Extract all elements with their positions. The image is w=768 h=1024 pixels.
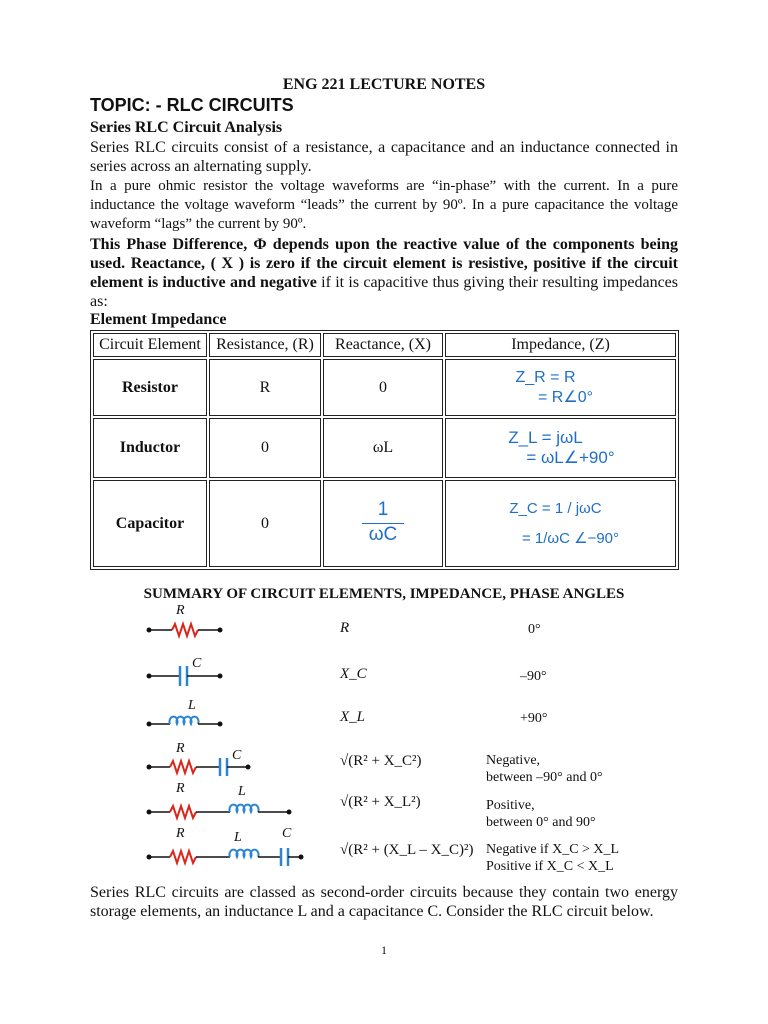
page-number: 1 — [381, 943, 387, 957]
symbol-label: R — [176, 826, 185, 841]
summary-impedance: √(R² + X_C²) — [340, 753, 422, 769]
cell-impedance — [445, 480, 676, 567]
resistor-symbol — [146, 620, 226, 640]
topic-heading: TOPIC: - RLC CIRCUITS — [90, 95, 294, 115]
summary-angle — [486, 752, 603, 786]
cell-reactance: ωL — [323, 418, 443, 478]
summary-angle: –90° — [520, 669, 547, 684]
angle-line: Positive if X_C < X_L — [486, 859, 614, 874]
symbol-label: L — [188, 698, 196, 713]
cell-reactance: 0 — [323, 359, 443, 416]
paragraph-phase: In a pure ohmic resistor the voltage waveforms are “in-phase” with the current. In a pure inductance the voltage waveform “leads” the current by 90º. In a pure capacitance the voltage waveform “lags” the current by 90º. — [90, 178, 678, 232]
cell-resistance: 0 — [209, 418, 321, 478]
paragraph-second-order: Series RLC circuits are classed as second-order circuits because they contain two energy storage elements, an inductance L and a capacitance C. Consider the RLC circuit below. — [90, 884, 678, 920]
rc-circuit-symbol — [146, 756, 256, 778]
angle-line: between –90° and 0° — [486, 770, 603, 785]
cell-impedance — [445, 418, 676, 478]
angle-line: between 0° and 90° — [486, 815, 596, 830]
document-title: ENG 221 LECTURE NOTES — [282, 76, 486, 93]
paragraph-reactance — [90, 235, 678, 311]
symbol-label: C — [282, 826, 292, 841]
summary-impedance: √(R² + (X_L – X_C)²) — [340, 842, 474, 858]
cell-impedance — [445, 359, 676, 416]
cell-element: Resistor — [93, 359, 207, 416]
cell-element: Capacitor — [93, 480, 207, 567]
summary-heading: SUMMARY OF CIRCUIT ELEMENTS, IMPEDANCE, PHASE ANGLES — [143, 586, 625, 602]
cell-reactance-fraction — [323, 480, 443, 567]
impedance-line: Z_C = 1 / jωC — [509, 500, 602, 517]
summary-angle: +90° — [520, 711, 548, 726]
cell-resistance: 0 — [209, 480, 321, 567]
impedance-line: = 1/ωC ∠−90° — [521, 530, 620, 547]
reactance-rest-text: if it is capacitive thus giving their resulting impedances as: — [90, 274, 678, 310]
symbol-label: R — [176, 603, 185, 618]
angle-line: Negative, — [486, 753, 541, 768]
summary-impedance: √(R² + X_L²) — [340, 794, 421, 810]
symbol-label: L — [234, 830, 242, 845]
col-header-impedance: Impedance, (Z) — [445, 333, 676, 357]
col-header-element: Circuit Element — [93, 333, 207, 357]
summary-angle — [486, 797, 596, 831]
summary-impedance: R — [340, 620, 350, 636]
paragraph-intro: Series RLC circuits consist of a resistance, a capacitance and an inductance connected in series across an alternating supply. — [90, 139, 678, 175]
summary-impedance: X_C — [340, 666, 367, 682]
table-row — [93, 418, 676, 478]
summary-angle — [486, 841, 619, 875]
summary-impedance: X_L — [340, 709, 366, 725]
cell-element: Inductor — [93, 418, 207, 478]
table-row — [93, 480, 676, 567]
col-header-resistance: Resistance, (R) — [209, 333, 321, 357]
impedance-line: = ωL∠+90° — [526, 448, 615, 467]
col-header-reactance: Reactance, (X) — [323, 333, 443, 357]
angle-line: Positive, — [486, 798, 535, 813]
symbol-label: C — [192, 656, 202, 671]
cell-resistance: R — [209, 359, 321, 416]
inductor-symbol — [146, 712, 226, 732]
section-heading: Series RLC Circuit Analysis — [90, 119, 283, 136]
symbol-label: C — [232, 748, 242, 763]
symbol-label: R — [176, 741, 185, 756]
capacitor-symbol — [146, 664, 226, 688]
impedance-line: Z_L = jωL — [508, 428, 583, 447]
summary-angle: 0° — [528, 622, 541, 637]
impedance-table-heading: Element Impedance — [90, 311, 227, 328]
impedance-line: = R∠0° — [538, 388, 593, 406]
angle-line: Negative if X_C > X_L — [486, 842, 620, 857]
fraction-denominator: ωC — [362, 523, 404, 546]
rl-circuit-symbol — [146, 802, 296, 822]
rlc-circuit-symbol — [146, 846, 306, 868]
impedance-table — [90, 330, 679, 570]
reactance-bold-text: This Phase Difference, Φ depends upon the reactive value of the components being used. Reactance, ( X ) is zero if the circuit element is resistive, positive if the circuit element is inductive and negative — [90, 236, 678, 291]
impedance-line: Z_R = R — [515, 368, 576, 386]
table-row — [93, 359, 676, 416]
fraction-numerator: 1 — [377, 499, 389, 520]
symbol-label: R — [176, 781, 185, 796]
table-header-row — [93, 333, 676, 357]
symbol-label: L — [238, 784, 246, 799]
